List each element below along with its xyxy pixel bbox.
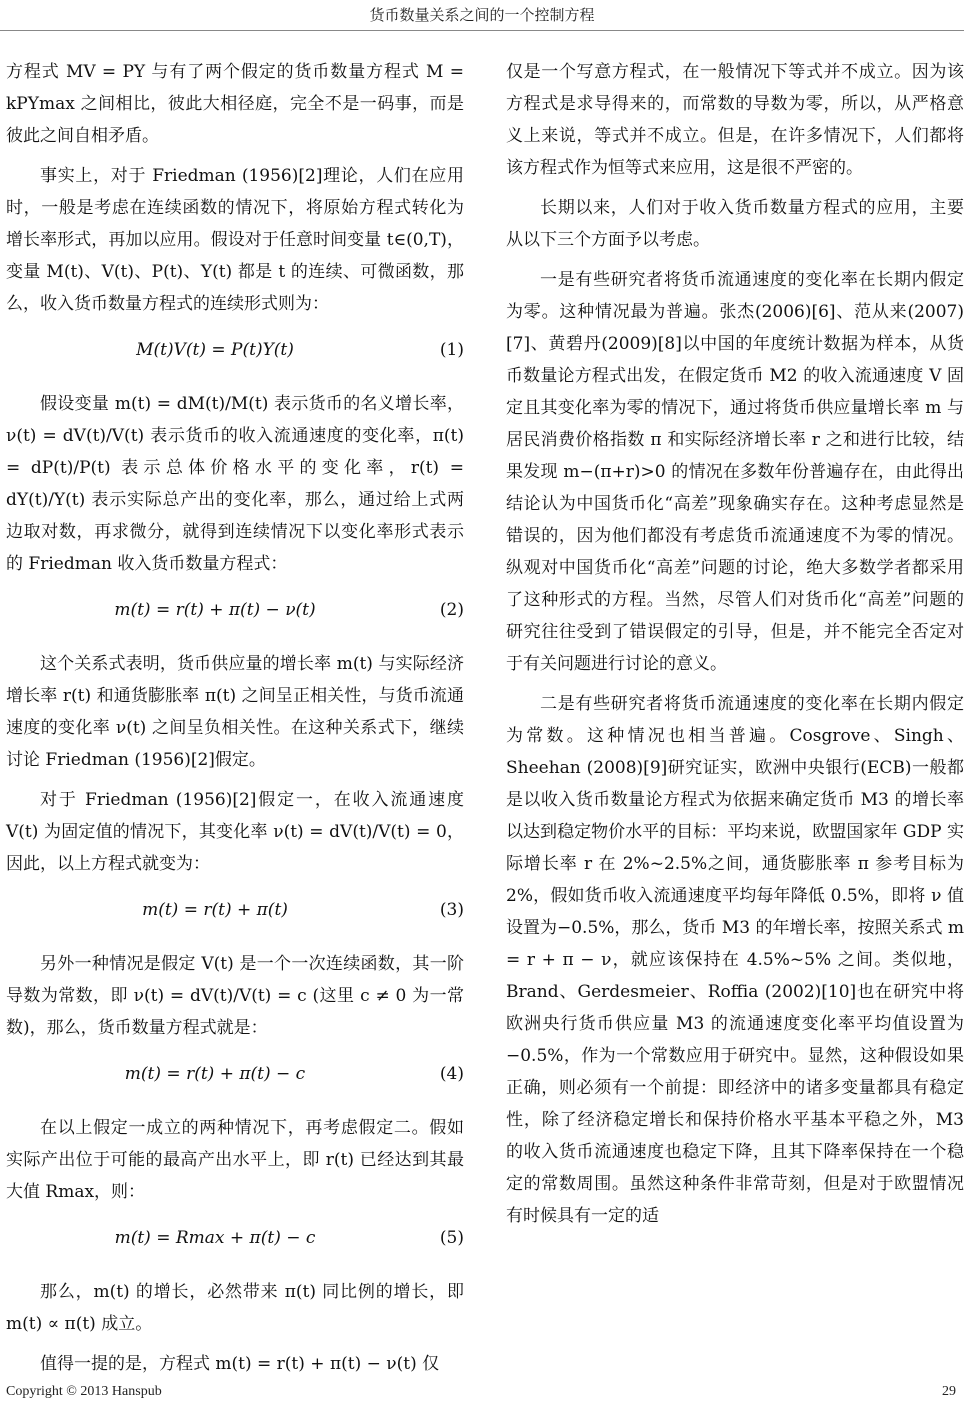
page-number: 29	[942, 1384, 956, 1399]
equation-number: (4)	[439, 1064, 464, 1084]
left-column	[6, 56, 464, 1388]
paragraph: 在以上假定一成立的两种情况下，再考虑假定二。假如实际产出位于可能的最高产出水平上，即 r(t) 已经达到其最大值 Rmax，则：	[6, 1118, 464, 1202]
paragraph: 值得一提的是，方程式 m(t) = r(t) + π(t) − ν(t) 仅	[40, 1354, 440, 1374]
paragraph: 那么，m(t) 的增长，必然带来 π(t) 同比例的增长，即 m(t) ∝ π(t) 成立。	[6, 1282, 464, 1334]
equation-formula: m(t) = r(t) + π(t) − ν(t)	[114, 600, 316, 620]
equation-number: (3)	[439, 900, 464, 920]
equation-formula: m(t) = r(t) + π(t) − c	[124, 1064, 306, 1084]
equation-number: (1)	[439, 340, 464, 360]
paragraph: 方程式 MV = PY 与有了两个假定的货币数量方程式 M = kPYmax 之间相比，彼此大相径庭，完全不是一码事，而是彼此之间自相矛盾。	[6, 62, 464, 146]
paragraph: 仅是一个写意方程式，在一般情况下等式并不成立。因为该方程式是求导得来的，而常数的导数为零，所以，从严格意义上来说，等式并不成立。但是，在许多情况下，人们都将该方程式作为恒等式来应用，这是很不严密的。	[506, 62, 964, 178]
copyright-footer: Copyright © 2013 Hanspub	[6, 1384, 162, 1399]
paragraph: 一是有些研究者将货币流通速度的变化率在长期内假定为零。这种情况最为普遍。张杰(2006)[6]、范从来(2007)[7]、黄碧丹(2009)[8]以中国的年度统计数据为样本，从货币数量论方程式出发，在假定货币 M2 的收入流通速度 V 固定且其变化率为零的情况下，通过将货币供应量增长率 m 与居民消费价格指数 π 和实际经济增长率 r 之和进行比较，结果发现 m−(π+r)>0 的情况在多数年份普遍存在，由此得出结论认为中国货币化“高差”现象确实存在。这种考虑显然是错误的，因为他们都没有考虑货币流通速度不为零的情况。纵观对中国货币化“高差”问题的讨论，绝大多数学者都采用了这种形式的方程。当然，尽管人们对货币化“高差”问题的研究往往受到了错误假定的引导，但是，并不能完全否定对于有关问题进行讨论的意义。	[506, 270, 964, 674]
equation-4	[6, 1058, 464, 1090]
paragraph: 这个关系式表明，货币供应量的增长率 m(t) 与实际经济增长率 r(t) 和通货膨胀率 π(t) 之间呈正相关性，与货币流通速度的变化率 ν(t) 之间呈负相关性。在这种关系式下，继续讨论 Friedman (1956)[2]假定。	[6, 654, 464, 770]
equation-2	[6, 594, 464, 626]
right-column	[506, 56, 964, 1240]
equation-1	[6, 334, 464, 366]
equation-formula: m(t) = Rmax + π(t) − c	[114, 1228, 316, 1248]
equation-5	[6, 1222, 464, 1254]
paragraph: 假设变量 m(t) = dM(t)/M(t) 表示货币的名义增长率，ν(t) = dV(t)/V(t) 表示货币的收入流通速度的变化率，π(t) = dP(t)/P(t) 表示总体价格水平的变化率，r(t) = dY(t)/Y(t) 表示实际总产出的变化率，那么，通过给上式两边取对数，再求微分，就得到连续情况下以变化率形式表示的 Friedman 收入货币数量方程式：	[6, 394, 464, 574]
equation-number: (2)	[439, 600, 464, 620]
header-rule	[0, 30, 964, 31]
paragraph: 事实上，对于 Friedman (1956)[2]理论，人们在应用时，一般是考虑在连续函数的情况下，将原始方程式转化为增长率形式，再加以应用。假设对于任意时间变量 t∈(0,T)，变量 M(t)、V(t)、P(t)、Y(t) 都是 t 的连续、可微函数，那么，收入货币数量方程式的连续形式则为：	[6, 166, 464, 314]
equation-formula: m(t) = r(t) + π(t)	[142, 900, 288, 920]
paragraph: 对于 Friedman (1956)[2]假定一，在收入流通速度 V(t) 为固定值的情况下，其变化率 ν(t) = dV(t)/V(t) = 0，因此，以上方程式就变为：	[6, 790, 464, 874]
equation-formula: M(t)V(t) = P(t)Y(t)	[136, 340, 294, 360]
equation-number: (5)	[439, 1228, 464, 1248]
equation-3	[6, 894, 464, 926]
paragraph: 另外一种情况是假定 V(t) 是一个一次连续函数，其一阶导数为常数，即 ν(t) = dV(t)/V(t) = c (这里 c ≠ 0 为一常数)，那么，货币数量方程式就是：	[6, 954, 464, 1038]
running-header: 货币数量关系之间的一个控制方程	[369, 6, 595, 24]
paragraph: 长期以来，人们对于收入货币数量方程式的应用，主要从以下三个方面予以考虑。	[506, 198, 964, 250]
paragraph: 二是有些研究者将货币流通速度的变化率在长期内假定为常数。这种情况也相当普遍。Cosgrove、Singh、Sheehan (2008)[9]研究证实，欧洲中央银行(ECB)一般都是以收入货币数量论方程式为依据来确定货币 M3 的增长率以达到稳定物价水平的目标：平均来说，欧盟国家年 GDP 实际增长率 r 在 2%~2.5%之间，通货膨胀率 π 参考目标为 2%，假如货币收入流通速度平均每年降低 0.5%，即将 ν 值设置为−0.5%，那么，货币 M3 的年增长率，按照关系式 m = r + π − ν，就应该保持在 4.5%~5% 之间。类似地，Brand、Gerdesmeier、Roffia (2002)[10]也在研究中将欧洲央行货币供应量 M3 的流通速度变化率平均值设置为−0.5%，作为一个常数应用于研究中。显然，这种假设如果正确，则必须有一个前提：即经济中的诸多变量都具有稳定性，除了经济稳定增长和保持价格水平基本平稳之外，M3 的收入货币流通速度也稳定下降，且其下降率保持在一个稳定的常数周围。虽然这种条件非常苛刻，但是对于欧盟情况有时候具有一定的适	[506, 694, 964, 1226]
